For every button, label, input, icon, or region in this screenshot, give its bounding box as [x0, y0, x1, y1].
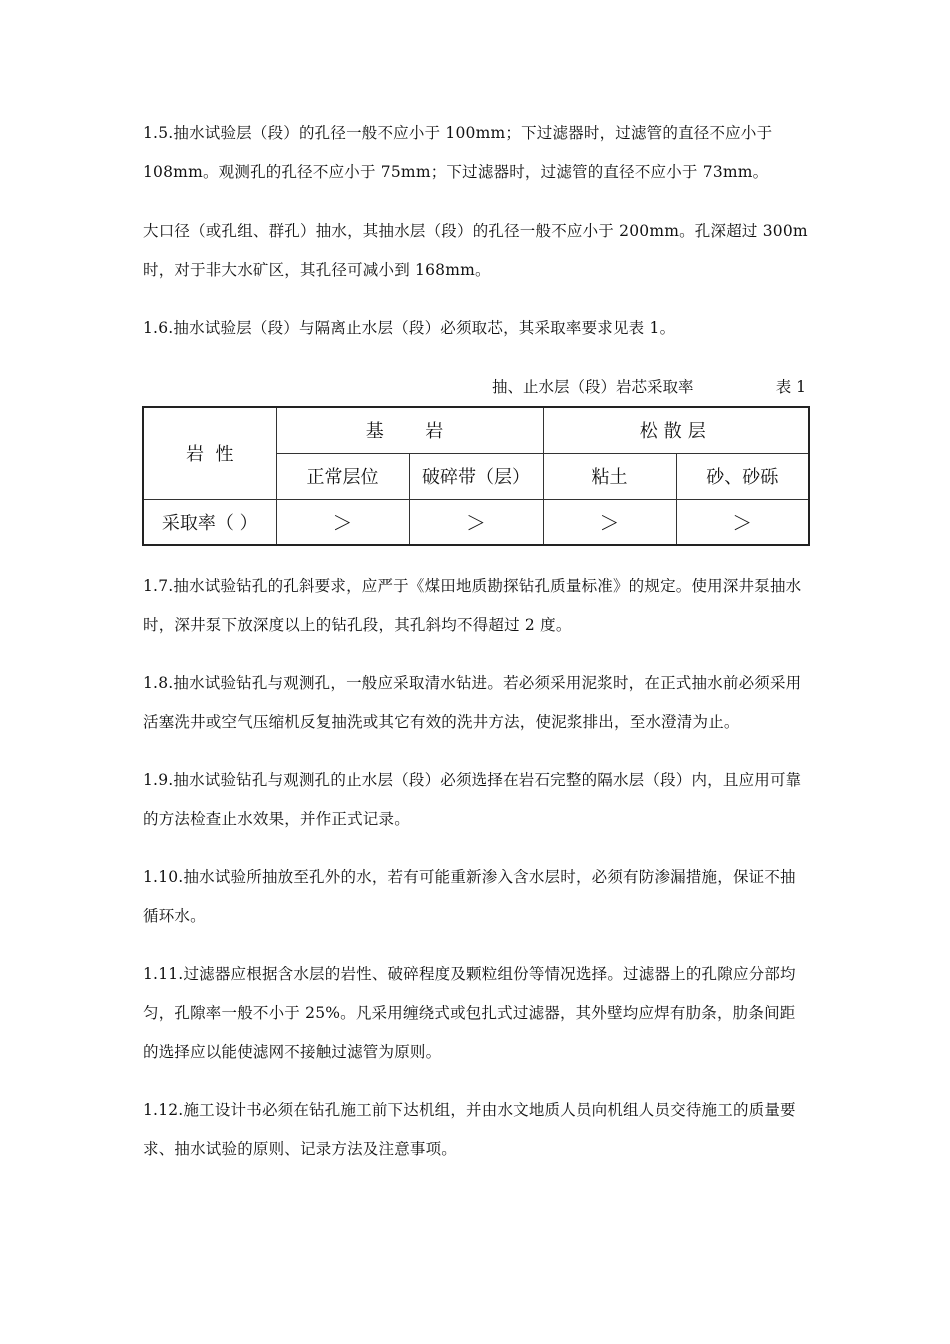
paragraph-1-6: 1.6.抽水试验层（段）与隔离止水层（段）必须取芯，其采取率要求见表 1。	[143, 319, 676, 337]
column-header-normal: 正常层位	[276, 453, 409, 499]
table-cell: ＞	[409, 499, 543, 545]
column-header-sand: 砂、砂砾	[676, 453, 809, 499]
paragraph-1-12: 1.12.施工设计书必须在钻孔施工前下达机组，并由水文地质人员向机组人员交待施工的质量要求、抽水试验的原则、记录方法及注意事项。	[143, 1101, 796, 1158]
table-cell: ＞	[676, 499, 809, 545]
paragraph-1-5: 1.5.抽水试验层（段）的孔径一般不应小于 100mm；下过滤器时，过滤管的直径不应小于 108mm。观测孔的孔径不应小于 75mm；下过滤器时，过滤管的直径不应小于 73mm。	[143, 124, 773, 181]
row-label-recovery: 采取率（ ）	[143, 499, 276, 545]
table-cell: ＞	[543, 499, 676, 545]
core-recovery-table	[142, 406, 810, 546]
group-header-loose: 松散层	[543, 407, 809, 453]
table-number: 表 1	[775, 378, 806, 396]
paragraph-1-7: 1.7.抽水试验钻孔的孔斜要求，应严于《煤田地质勘探钻孔质量标准》的规定。使用深井泵抽水时，深井泵下放深度以上的钻孔段，其孔斜均不得超过 2 度。	[143, 577, 802, 634]
column-header-fractured: 破碎带（层）	[409, 453, 543, 499]
table-caption	[440, 372, 806, 402]
table-cell: ＞	[276, 499, 409, 545]
paragraph-1-8: 1.8.抽水试验钻孔与观测孔，一般应采取清水钻进。若必须采用泥浆时，在正式抽水前必须采用活塞洗井或空气压缩机反复抽洗或其它有效的洗井方法，使泥浆排出，至水澄清为止。	[143, 674, 802, 731]
paragraph-large-diameter: 大口径（或孔组、群孔）抽水，其抽水层（段）的孔径一般不应小于 200mm。孔深超过 300m 时，对于非大水矿区，其孔径可减小到 168mm。	[143, 222, 808, 279]
column-header-clay: 粘土	[543, 453, 676, 499]
paragraph-1-11: 1.11.过滤器应根据含水层的岩性、破碎程度及颗粒组份等情况选择。过滤器上的孔隙应分部均匀，孔隙率一般不小于 25%。凡采用缠绕式或包扎式过滤器，其外壁均应焊有肋条，肋条间距的选择应以能使滤网不接触过滤管为原则。	[143, 965, 796, 1061]
paragraph-1-10: 1.10.抽水试验所抽放至孔外的水，若有可能重新渗入含水层时，必须有防渗漏措施，保证不抽循环水。	[143, 868, 796, 925]
group-header-bedrock: 基 岩	[276, 407, 543, 453]
table-title: 抽、止水层（段）岩芯采取率	[492, 378, 694, 396]
paragraph-1-9: 1.9.抽水试验钻孔与观测孔的止水层（段）必须选择在岩石完整的隔水层（段）内，且应用可靠的方法检查止水效果，并作正式记录。	[143, 771, 802, 828]
row-header-lithology: 岩 性	[143, 407, 276, 499]
